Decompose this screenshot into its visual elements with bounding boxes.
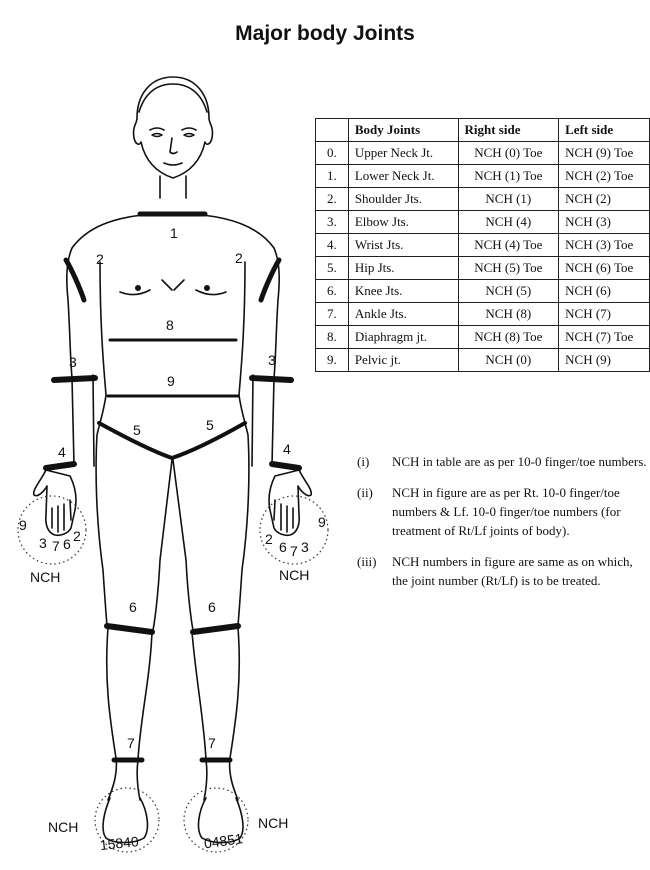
table-cell: NCH (0): [458, 349, 559, 372]
table-cell: Elbow Jts.: [348, 211, 458, 234]
note-item: [357, 452, 649, 471]
hairline: [139, 84, 207, 112]
table-cell: NCH (5) Toe: [458, 257, 559, 280]
joint-label: 8: [166, 317, 174, 333]
table-cell: Lower Neck Jt.: [348, 165, 458, 188]
note-number: (ii): [357, 485, 373, 500]
table-cell: 2.: [316, 188, 349, 211]
table-cell: Wrist Jts.: [348, 234, 458, 257]
table-row: [316, 188, 650, 211]
table-cell: NCH (6): [559, 280, 650, 303]
joint-label: 9: [167, 373, 175, 389]
joint-label: 1: [170, 225, 178, 241]
table-cell: NCH (2) Toe: [559, 165, 650, 188]
joint-label: 5: [133, 422, 141, 438]
head-outline: [134, 77, 213, 178]
left-knee-band: [193, 626, 238, 632]
hand-digit: 9: [318, 514, 326, 530]
hand-digit: 7: [290, 543, 298, 559]
table-row: [316, 211, 650, 234]
right-shoulder-band: [66, 260, 84, 300]
page-title: Major body Joints: [235, 22, 415, 45]
hand-digit: 6: [63, 536, 71, 552]
note-number: (iii): [357, 554, 377, 569]
table-cell: Upper Neck Jt.: [348, 142, 458, 165]
table-cell: NCH (4): [458, 211, 559, 234]
right-wrist-band: [46, 464, 74, 468]
left-shoulder-band: [261, 260, 279, 300]
table-cell: NCH (3): [559, 211, 650, 234]
table-cell: NCH (5): [458, 280, 559, 303]
table-row: [316, 257, 650, 280]
hand-digit: 2: [73, 528, 81, 544]
table-cell: NCH (8): [458, 303, 559, 326]
table-cell: NCH (8) Toe: [458, 326, 559, 349]
nch-label: NCH: [30, 569, 61, 585]
table-cell: NCH (6) Toe: [559, 257, 650, 280]
table-cell: 6.: [316, 280, 349, 303]
left-wrist-band: [272, 464, 299, 468]
table-header: [316, 119, 349, 142]
table-cell: 3.: [316, 211, 349, 234]
table-row: [316, 326, 650, 349]
note-item: [357, 483, 649, 540]
table-cell: NCH (7): [559, 303, 650, 326]
table-cell: 0.: [316, 142, 349, 165]
note-item: [357, 552, 649, 590]
table-cell: 1.: [316, 165, 349, 188]
table-cell: NCH (9): [559, 349, 650, 372]
note-text: NCH in figure are as per Rt. 10-0 finger/toe numbers & Lf. 10-0 finger/toe numbers (for treatment of Rt/Lf joints of body).: [392, 485, 621, 538]
table-cell: Diaphragm jt.: [348, 326, 458, 349]
hand-digit: 7: [52, 538, 60, 554]
joint-label: 6: [208, 599, 216, 615]
table-cell: NCH (1): [458, 188, 559, 211]
table-cell: Shoulder Jts.: [348, 188, 458, 211]
joint-label: 2: [96, 251, 104, 267]
table-cell: NCH (9) Toe: [559, 142, 650, 165]
nch-label: NCH: [279, 567, 310, 583]
joint-label: 5: [206, 417, 214, 433]
foot-digits: 04851: [202, 830, 244, 852]
table-row: [316, 349, 650, 372]
joint-label: 3: [69, 354, 77, 370]
table-header: Body Joints: [348, 119, 458, 142]
joint-label: 7: [127, 735, 135, 751]
joint-label: 7: [208, 735, 216, 751]
hip-band: [99, 423, 245, 458]
joints-table: [315, 118, 650, 372]
hand-digit: 9: [19, 517, 27, 533]
nch-label: NCH: [48, 819, 79, 835]
table-cell: Pelvic jt.: [348, 349, 458, 372]
table-cell: Ankle Jts.: [348, 303, 458, 326]
right-elbow-band: [54, 378, 95, 380]
table-row: [316, 165, 650, 188]
table-row: [316, 303, 650, 326]
nch-label: NCH: [258, 815, 289, 831]
joint-label: 4: [58, 444, 66, 460]
table-cell: 5.: [316, 257, 349, 280]
table-header-row: [316, 119, 650, 142]
table-cell: 9.: [316, 349, 349, 372]
table-cell: NCH (4) Toe: [458, 234, 559, 257]
table-cell: NCH (1) Toe: [458, 165, 559, 188]
table-header: Right side: [458, 119, 559, 142]
joint-labels: [58, 225, 291, 751]
table-cell: Knee Jts.: [348, 280, 458, 303]
joint-label: 6: [129, 599, 137, 615]
table-cell: NCH (2): [559, 188, 650, 211]
table-row: [316, 142, 650, 165]
hand-digit: 6: [279, 539, 287, 555]
table-row: [316, 234, 650, 257]
right-knee-band: [107, 626, 152, 632]
table-cell: NCH (3) Toe: [559, 234, 650, 257]
note-text: NCH numbers in figure are same as on which, the joint number (Rt/Lf) is to be treated.: [392, 554, 633, 588]
hand-digit: 3: [39, 535, 47, 551]
joint-label: 4: [283, 441, 291, 457]
table-row: [316, 280, 650, 303]
table-header: Left side: [559, 119, 650, 142]
joint-label: 2: [235, 250, 243, 266]
note-text: NCH in table are as per 10-0 finger/toe numbers.: [392, 454, 647, 469]
table-cell: NCH (0) Toe: [458, 142, 559, 165]
table-cell: 8.: [316, 326, 349, 349]
hand-digit: 2: [265, 531, 273, 547]
hand-digit: 3: [301, 539, 309, 555]
note-number: (i): [357, 454, 370, 469]
table-cell: 4.: [316, 234, 349, 257]
table-cell: Hip Jts.: [348, 257, 458, 280]
joint-label: 3: [268, 352, 276, 368]
table-cell: 7.: [316, 303, 349, 326]
left-elbow-band: [252, 378, 291, 380]
notes-list: [357, 452, 649, 602]
table-cell: NCH (7) Toe: [559, 326, 650, 349]
foot-digits: 15840: [99, 833, 140, 854]
